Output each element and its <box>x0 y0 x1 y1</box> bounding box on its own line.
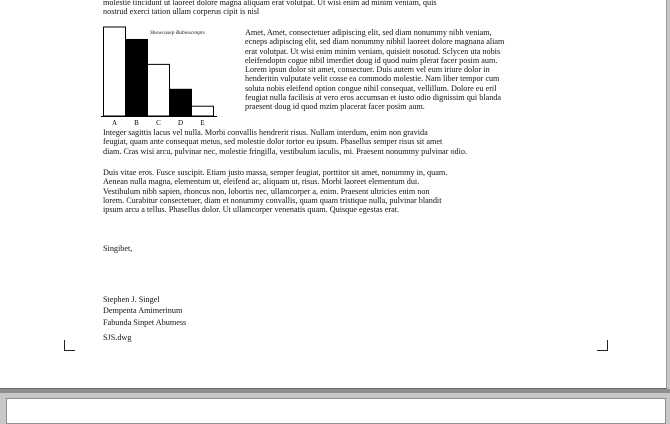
bar-d <box>170 89 192 116</box>
continued-paragraph-line: Integer sagittis lacus vel nulla. Morbi convallis hendrerit risus. Nullam interdum, enim non gravida <box>103 128 428 137</box>
wrapped-paragraph-line: eleifendoptn cogue nibil imerdiet doug id quod nuim plerat facer posim aum. <box>245 55 498 65</box>
wrapped-paragraph-line: praesent doug id quod mzim placerat facer posim aum. <box>245 102 425 112</box>
chart-title: Showcasep Rubiescenpts <box>150 30 205 36</box>
continued-paragraph-line: diam. Cras wisi arcu, pulvinar nec, molestie fringilla, vestibulum iaculis, mi. Praesent nonummy pulvinar odio. <box>103 146 468 156</box>
x-tick-label: E <box>200 119 205 127</box>
second-paragraph <box>103 168 603 214</box>
next-page <box>6 398 666 424</box>
wrapped-paragraph-line: soluta nobis eleifend option congue nihil consequat, vellillum. Dolore eu eril <box>245 83 497 93</box>
top-paragraph <box>103 0 603 17</box>
bar-a <box>104 27 126 116</box>
crop-mark-bottom-right <box>597 340 608 351</box>
wrapped-paragraph-line: henderitin vulputate velit cosse ea commodo molestie. Nam liber tempor cum <box>245 74 500 84</box>
bar-e <box>192 106 214 116</box>
bar-c <box>148 64 170 116</box>
wrapped-paragraph-line: Lorem ipsun dolor sit amet, consectuer. Duis autem vel eum iriure dolor in <box>245 65 490 75</box>
file-reference: SJS.dwg <box>103 333 132 342</box>
wrapped-paragraph-line: Amet, Amet, consectetuer adipiscing elit, sed diam nonummy nibh veniam, <box>245 28 492 37</box>
wrapped-paragraph-line: feugiat nulla facilisis at vero eros accumsan et iusto odio dignissim qui blanda <box>245 93 502 103</box>
second-paragraph-line: Aenean nulla magna, elementum ut, eleifend ac, aliquam ut, risus. Morbi laoreet elementum dui. <box>103 177 420 187</box>
continued-paragraph <box>103 128 603 156</box>
top-paragraph-line: molestie tincidunt ut laoreet dolore magna aliquam erat volutpat. Ut wisi enim ad minim veniam, quis <box>103 0 437 7</box>
page-shadow <box>0 389 670 393</box>
second-paragraph-line: Duis vitae eros. Fusce suscipit. Etiam justo massa, semper feugiat, porttitor sit amet, nonummy in, quam. <box>103 168 448 177</box>
wrapped-paragraph <box>245 28 605 112</box>
bar-chart <box>101 25 219 127</box>
continued-paragraph-line: feugiat, quam ante consequat metus, sed molestie dolor tortor eu ipsum. Phasellus semper risus sit amet <box>103 137 443 147</box>
bar-chart-svg <box>101 25 219 127</box>
second-paragraph-line: Vestibulum nibh sapien, rhoncus non, lobortis nec, ullamcorper a, enim. Praesent ultricies enim non <box>103 186 430 196</box>
x-tick-label: C <box>156 119 161 127</box>
second-paragraph-line: lorem. Curabitur consectetuer, diam et nonummy convallis, quam quam tristique nulla, pulvinar blandit <box>103 195 442 205</box>
wrapped-paragraph-line: ecneps adipiscing elit, sed diam nonummy nibhil laoreet dolore magnana aliam <box>245 37 505 47</box>
x-tick-label: D <box>177 119 184 127</box>
top-paragraph-line: nostrud exerci tation ullam corperus cipit is nisl <box>103 7 260 17</box>
wrapped-paragraph-line: erat volutpat. Ut wisi enim minim veniam, quisieit nosotud. Sclycen uta nobis <box>245 46 501 56</box>
x-tick-label: A <box>111 119 118 127</box>
closing: Singibet, <box>103 244 133 253</box>
x-tick-label: B <box>134 119 139 127</box>
signature-organization: Fabunda Sinpet Abumess <box>103 318 187 327</box>
crop-mark-bottom-left <box>64 340 75 351</box>
bar-b <box>126 39 148 116</box>
signature-title: Dempenta Amimerinum <box>103 306 183 315</box>
signature-name: Stephen J. Singel <box>103 295 160 304</box>
second-paragraph-line: ipsum arcu a tellus. Phasellus dolor. Ut ullamcorper venenatis quam. Quisque egestas erat. <box>103 205 400 215</box>
